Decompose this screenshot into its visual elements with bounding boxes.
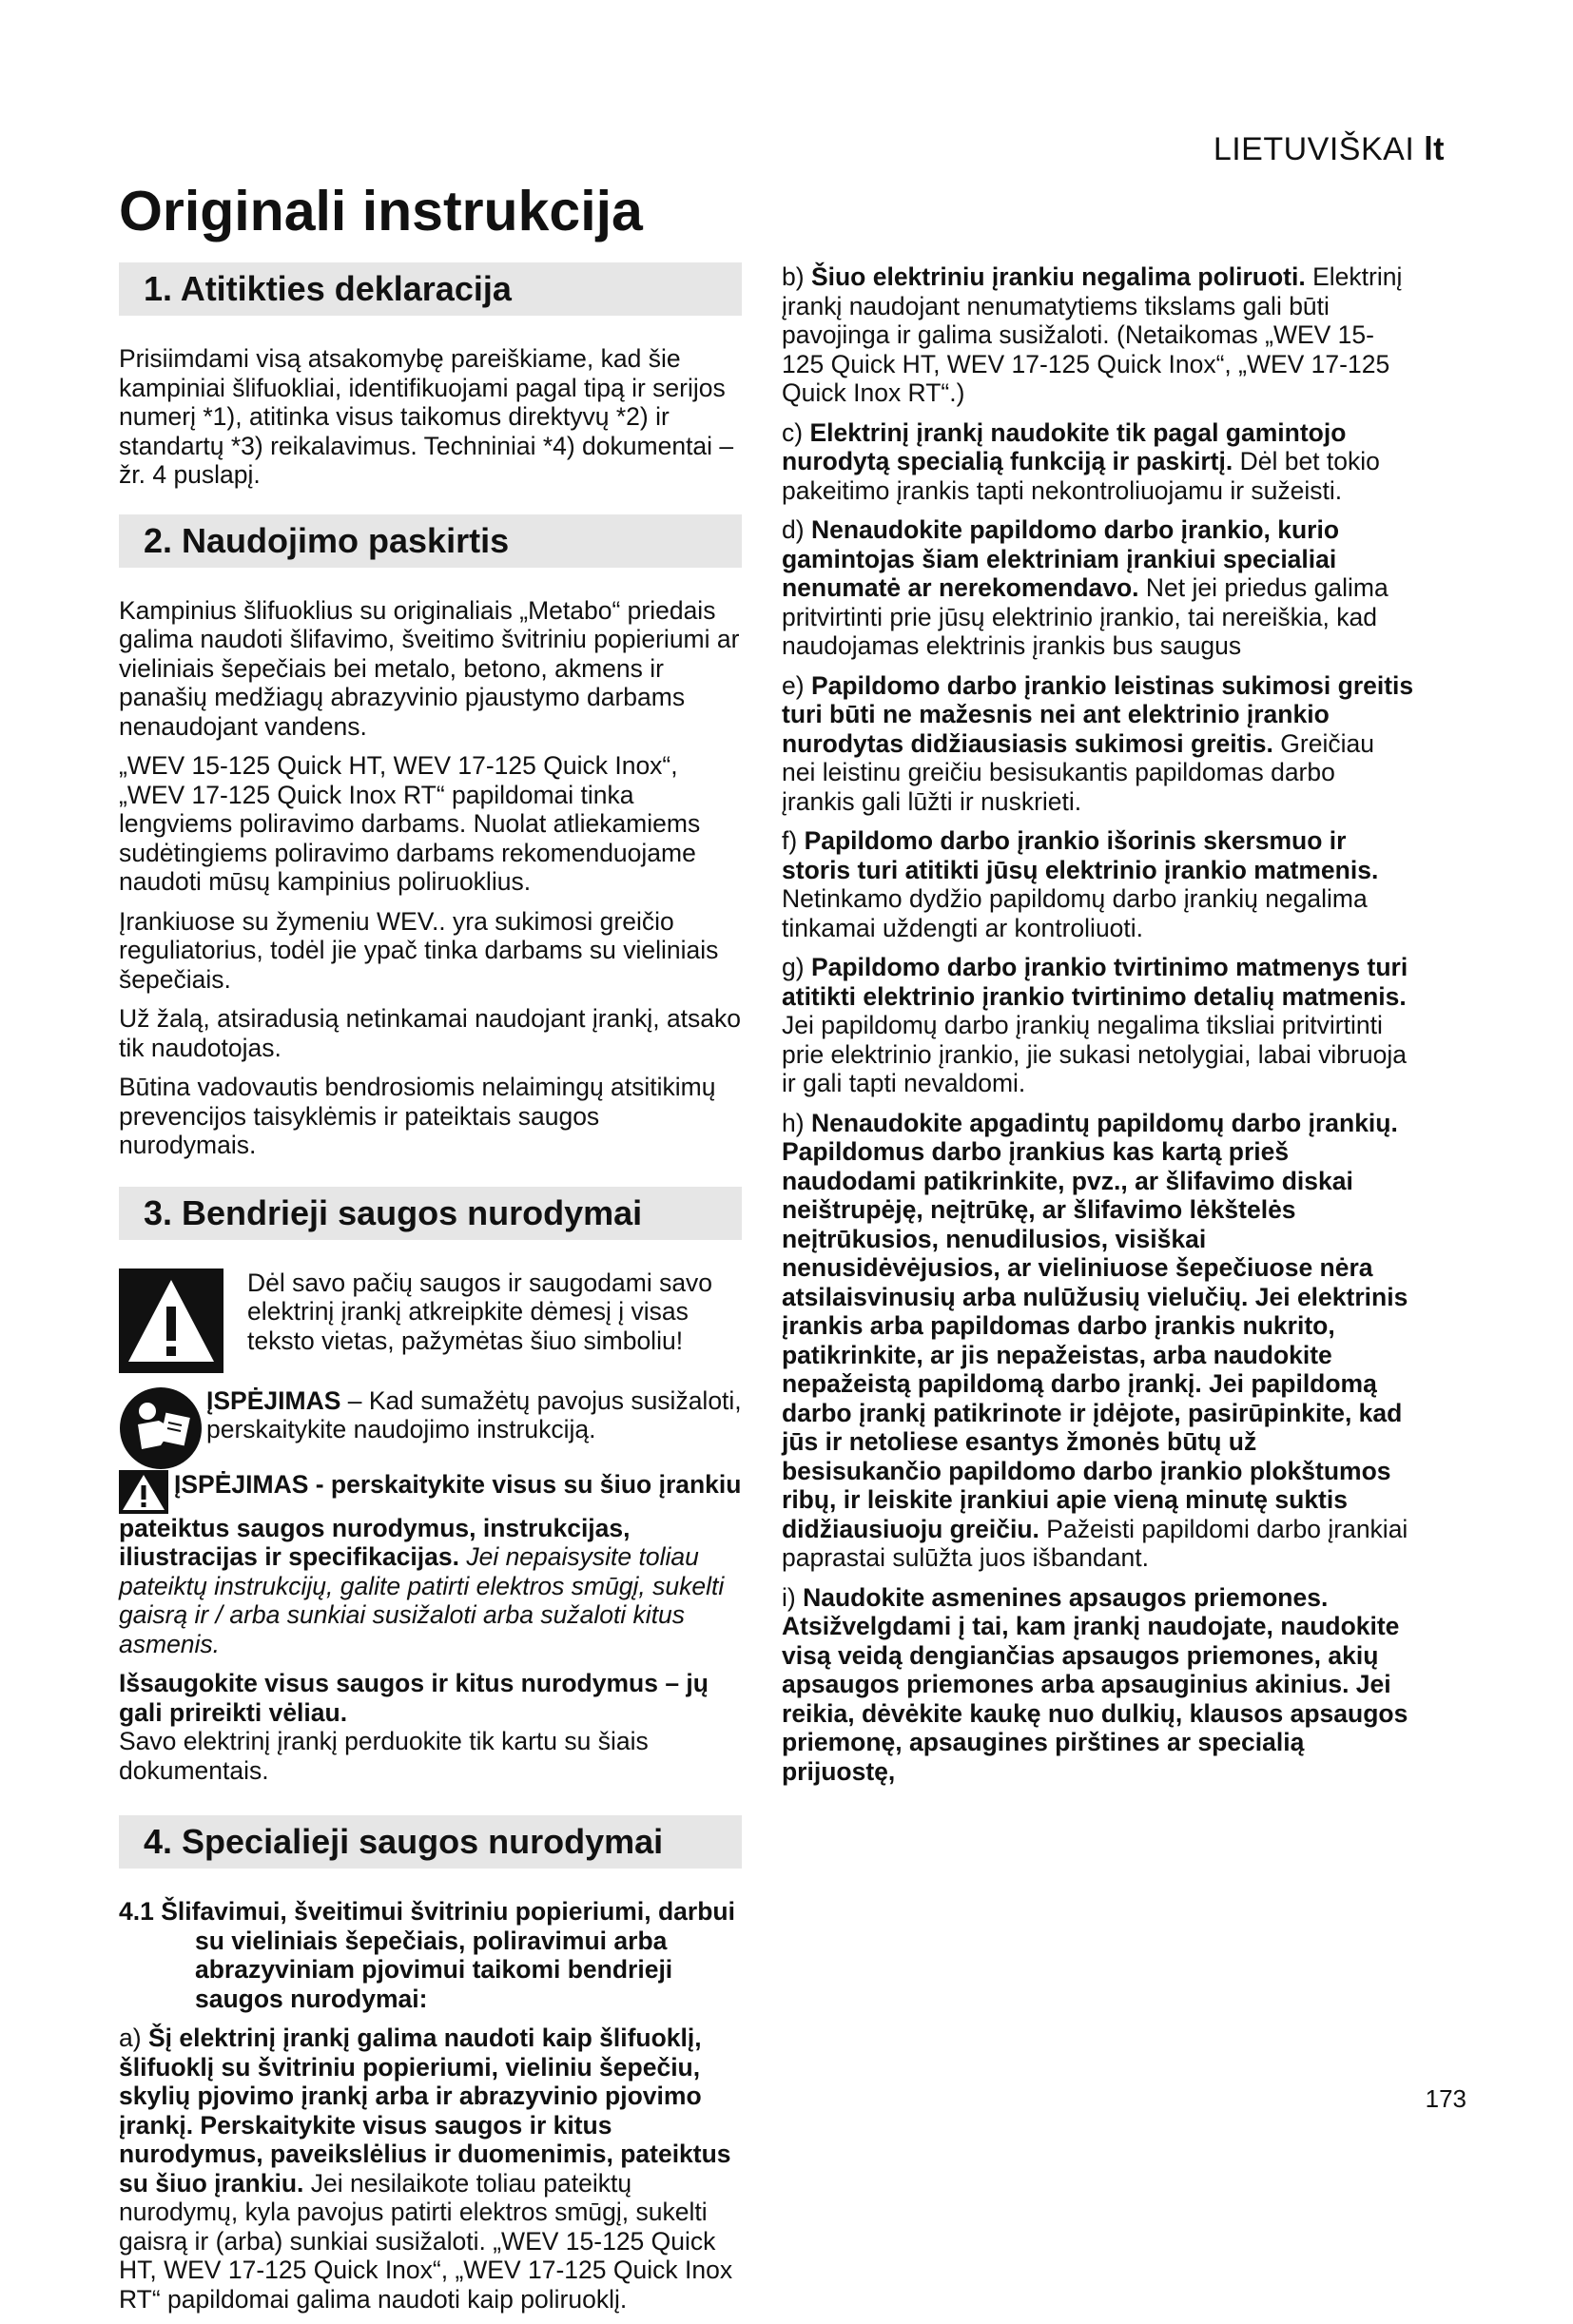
warning-text-2-bold: ĮSPĖJIMAS - perskaitykite visus su šiuo įrankiu pateiktus saugos nurodymus, instrukcijas, iliustracijas ir specifikacijas.	[119, 1469, 742, 1571]
section-heading-3: 3. Bendrieji saugos nurodymai	[119, 1187, 742, 1240]
keep-instructions	[119, 1669, 742, 1785]
right-column	[782, 262, 1414, 1796]
language-header	[1214, 131, 1445, 168]
language-name: LIETUVIŠKAI	[1213, 131, 1425, 167]
item-d-text: Net jei priedus galima pritvirtinti prie jūsų elektrinio įrankio, tai nereiškia, kad naudojamas elektrinis įrankis bus saugus	[782, 573, 1389, 660]
item-a	[119, 2024, 742, 2314]
section-heading-4: 4. Specialieji saugos nurodymai	[119, 1815, 742, 1869]
item-a-text: Jei nesilaikote toliau pateiktų nurodymų, kyla pavojus patirti elektros smūgį, sukelti gaisrą ir (arba) sunkiai susižaloti. „WEV 15-125 Quick HT, WEV 17-125 Quick Inox“, „WEV 17-125 Quick Inox RT“ papildomai galima naudoti kaip poliruoklį.	[119, 2168, 733, 2314]
item-e-label: e)	[782, 670, 811, 700]
purpose-paragraph-2: „WEV 15-125 Quick HT, WEV 17-125 Quick Inox“, „WEV 17-125 Quick Inox RT“ papildomai tinka lengviems poliravimo darbams. Nuolat atliekamiems sudėtingiems poliravimo darbams rekomenduojame naudoti mūsų kampinius poliruoklius.	[119, 751, 701, 896]
subsection-4-1: 4.1 Šlifavimui, šveitimui švitriniu popieriumi, darbui su vieliniais šepečiais, poliravimui arba abrazyviniam pjovimui taikomi bendrieji saugos nurodymai:	[119, 1897, 735, 2013]
warning-read-all	[119, 1470, 742, 1659]
warning-symbol-row	[119, 1269, 742, 1381]
item-c-label: c)	[782, 417, 810, 447]
item-d	[782, 515, 1414, 661]
item-g	[782, 953, 1414, 1098]
warning-label-1: ĮSPĖJIMAS	[206, 1385, 341, 1415]
keep-instructions-bold: Išsaugokite visus saugos ir kitus nurodymus – jų gali prireikti vėliau.	[119, 1669, 709, 1727]
item-h	[782, 1109, 1414, 1573]
item-e-text: Greičiau nei leistinu greičiu besisukantis papildomas darbo įrankis gali lūžti ir nuskrieti.	[782, 728, 1374, 816]
item-f-bold: Papildomo darbo įrankio išorinis skersmuo ir storis turi atitikti jūsų elektrinio įrankio matmenis.	[782, 826, 1379, 884]
warning-text-1: – Kad sumažėtų pavojus susižaloti, perskaitykite naudojimo instrukciją.	[206, 1385, 742, 1443]
warning-text-2-italic: Jei nepaisysite toliau pateiktų instrukcijų, galite patirti elektros smūgį, sukelti gaisrą ir / arba sunkiai susižaloti arba sužaloti kitus asmenis.	[119, 1542, 725, 1658]
item-h-text: Pažeisti papildomi darbo įrankiai paprastai sulūžta juos išbandant.	[782, 1514, 1408, 1572]
warning-triangle-small-icon	[119, 1470, 168, 1514]
language-code: lt	[1424, 131, 1445, 167]
purpose-paragraph-5: Būtina vadovautis bendrosiomis nelaimingų atsitikimų prevencijos taisyklėmis ir pateiktais saugos nurodymais.	[119, 1073, 716, 1159]
item-b	[782, 262, 1414, 408]
item-h-bold: Nenaudokite apgadintų papildomų darbo įrankių. Papildomus darbo įrankius kas kartą prieš naudodami patikrinkite, pvz., ar šlifavimo diskai neištrupėję, neįtrūkę, ar šlifavimo lėkštelės neįtrūkusios, nenudilusios, visiškai nenusidėvėjusios, ar vieliniuose šepečiuose nėra atsilaisvinusių arba nulūžusių vielučių. Jei elektrinis įrankis arba papildomas darbo įrankis nukrito, patikrinkite, ar jis nepažeistas, arba naudokite nepažeistą papildomą darbo įrankį. Jei papildomą darbo įrankį patikrinote ir įdėjote, pasirūpinkite, kad jūs ir netoliese esantys žmonės būtų už besisukančio papildomo darbo įrankio plokštumos ribų, ir leiskite įrankiui apie vieną minutę suktis didžiausiuoju greičiu.	[782, 1108, 1408, 1543]
page-number: 173	[1425, 2084, 1466, 2113]
left-column	[119, 262, 742, 2324]
item-c	[782, 418, 1414, 506]
item-g-label: g)	[782, 953, 811, 981]
page-title: Originali instrukcija	[119, 180, 643, 242]
purpose-paragraph-4: Už žalą, atsiradusią netinkamai naudojant įrankį, atsako tik naudotojas.	[119, 1004, 742, 1062]
item-i-label: i)	[782, 1582, 804, 1612]
item-g-bold: Papildomo darbo įrankio tvirtinimo matmenys turi atitikti elektrinio įrankio tvirtinimo detalių matmenis.	[782, 953, 1408, 1011]
item-i	[782, 1583, 1414, 1787]
item-e	[782, 671, 1414, 817]
item-f	[782, 826, 1414, 942]
item-b-label: b)	[782, 262, 811, 291]
warning-triangle-icon	[119, 1269, 223, 1373]
item-g-text: Jei papildomų darbo įrankių negalima tiksliai pritvirtinti prie elektrinio įrankio, jie sukasi netolygiai, labai vibruoja ir gali tapti nevaldomi.	[782, 1011, 1407, 1097]
declaration-text: Prisiimdami visą atsakomybę pareiškiame, kad šie kampiniai šlifuokliai, identifikuojami pagal tipą ir serijos numerį *1), atitinka visus taikomus direktyvų *2) ir standartų *3) reikalavimus. Techniniai *4) dokumentai – žr. 4 puslapį.	[119, 344, 734, 489]
purpose-paragraph-1: Kampinius šlifuoklius su originaliais „Metabo“ priedais galima naudoti šlifavimo, šveitimo švitriniu popieriumi ar vieliniais šepečiais bei metalo, betono, akmens ir panašių medžiagų abrazyvinio pjaustymo darbams nenaudojant vandens.	[119, 595, 740, 741]
symbol-note: Dėl savo pačių saugos ir saugodami savo elektrinį įrankį atkreipkite dėmesį į visas teksto vietas, pažymėtas šiuo simboliu!	[247, 1268, 713, 1355]
keep-instructions-text: Savo elektrinį įrankį perduokite tik kartu su šiais dokumentais.	[119, 1727, 649, 1785]
item-d-bold: Nenaudokite papildomo darbo įrankio, kurio gamintojas šiam elektriniam įrankiui specialiai nenumatė ar nerekomendavo.	[782, 515, 1340, 602]
item-e-bold: Papildomo darbo įrankio leistinas sukimosi greitis turi būti ne mažesnis nei ant elektrinio įrankio nurodytas didžiausiasis sukimosi greitis.	[782, 670, 1414, 758]
item-i-bold: Naudokite asmenines apsaugos priemones. Atsižvelgdami į tai, kam įrankį naudojate, naudokite visą veidą dengiančias apsaugos priemones, akių apsaugos priemones arba apsauginius akinius. Jei reikia, dėvėkite kaukę nuo dulkių, klausos apsaugos priemonę, apsaugines pirštines ar specialią prijuostę,	[782, 1582, 1408, 1786]
warning-read-manual	[119, 1386, 742, 1444]
item-a-bold: Šį elektrinį įrankį galima naudoti kaip šlifuoklį, šlifuoklį su švitriniu popieriumi, vieliniu šepečiu, skylių pjovimo įrankį arba ir abrazyvinio pjovimo įrankį. Perskaitykite visus saugos ir kitus nurodymus, paveikslėlius ir duomenimis, pateiktus su šiuo įrankiu.	[119, 2024, 731, 2198]
section-heading-2: 2. Naudojimo paskirtis	[119, 514, 742, 568]
read-manual-icon	[119, 1386, 203, 1470]
item-f-label: f)	[782, 826, 805, 855]
section-heading-1: 1. Atitikties deklaracija	[119, 262, 742, 316]
item-b-bold: Šiuo elektriniu įrankiu negalima poliruoti.	[810, 262, 1306, 291]
item-c-bold: Elektrinį įrankį naudokite tik pagal gamintojo nurodytą specialią funkciją ir paskirtį.	[782, 417, 1347, 475]
read-manual-row	[119, 1386, 742, 1470]
item-a-label: a)	[119, 2024, 148, 2052]
item-c-text: Dėl bet tokio pakeitimo įrankis tapti nekontroliuojamu ir sužeisti.	[782, 447, 1380, 505]
item-h-label: h)	[782, 1108, 811, 1137]
item-f-text: Netinkamo dydžio papildomų darbo įrankių negalima tinkamai uždengti ar kontroliuoti.	[782, 884, 1368, 942]
purpose-paragraph-3: Įrankiuose su žymeniu WEV.. yra sukimosi greičio reguliatorius, todėl jie ypač tinka darbams su vieliniais šepečiais.	[119, 906, 719, 994]
item-b-text: Elektrinį įrankį naudojant nenumatytiems tikslams gali būti pavojinga ir galima susižaloti. (Netaikomas „WEV 15-125 Quick HT, WEV 17-125 Quick Inox“, „WEV 17-125 Quick Inox RT“.)	[782, 262, 1403, 407]
item-d-label: d)	[782, 515, 811, 544]
